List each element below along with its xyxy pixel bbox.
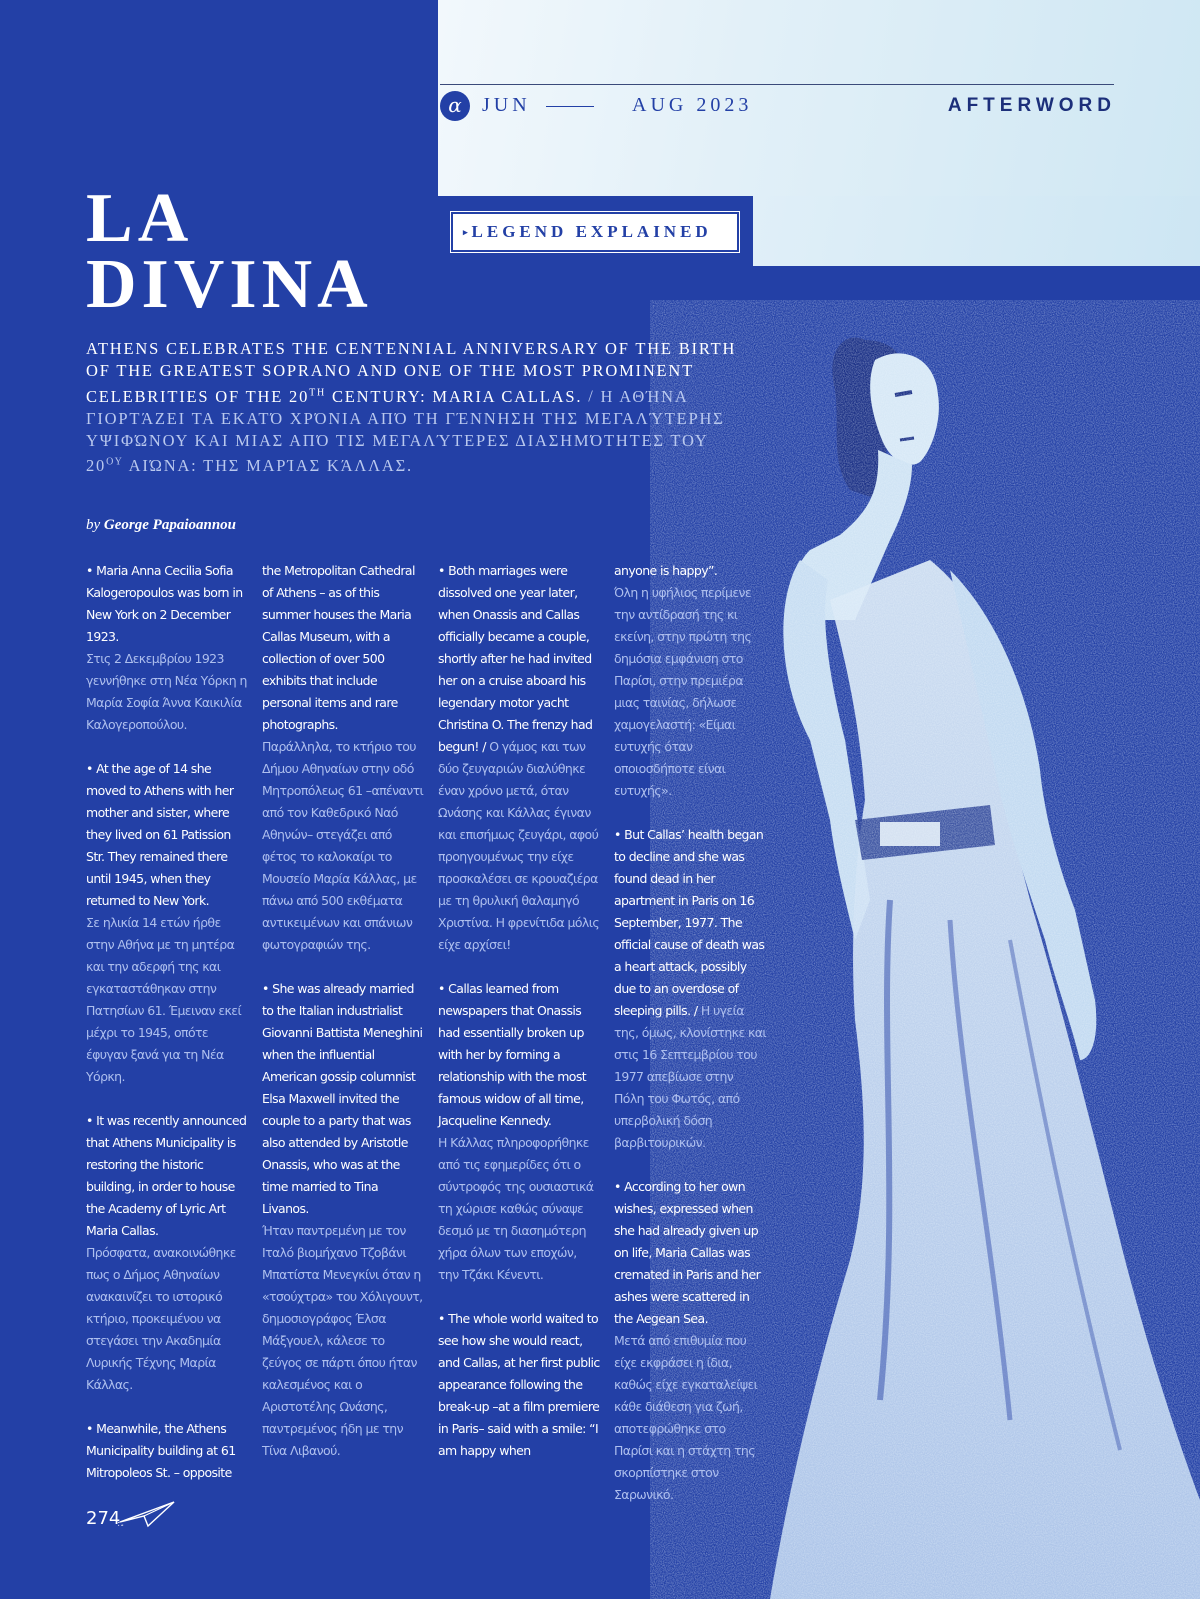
paragraph-english: • She was already married to the Italian industrialist Giovanni Battista Meneghini when the influential American gossip columnist Elsa Maxwell invited the couple to a party that was also attended by Aristotle Onassis, who was at the time married to Tina Livanos. — [262, 981, 423, 1216]
body-column-2 — [262, 560, 424, 1484]
paragraph-greek: Παράλληλα, το κτήριο του Δήμου Αθηναίων στην οδό Μητροπόλεως 61 –απέναντι από τον Καθεδρικό Ναό Αθηνών– στεγάζει από φέτος το καλοκαίρι το Μουσείο Μαρία Κάλλας, με πάνω από 500 εκθέματα αντικειμένων και σπάνιων φωτογραφιών της. — [262, 739, 424, 952]
article-title — [86, 180, 466, 323]
paragraph-english: • Both marriages were dissolved one year later, when Onassis and Callas officially became a couple, shortly after he had invited her on a cruise aboard his legendary motor yacht Christina O. The frenzy had begun! / — [438, 563, 593, 754]
byline — [86, 517, 236, 534]
standfirst-english-end: CENTURY: MARIA CALLAS. — [326, 386, 583, 406]
standfirst-greek-superscript: ΟΥ — [106, 456, 124, 468]
header-rule — [440, 84, 1114, 85]
standfirst-english-text: ATHENS CELEBRATES THE CENTENNIAL ANNIVERSARY OF THE BIRTH OF THE GREATEST SOPRANO AND ONE OF THE MOST PROMINENT CELEBRITIES OF THE 20 — [86, 339, 737, 406]
paragraph-greek: Σε ηλικία 14 ετών ήρθε στην Αθήνα με τη μητέρα και την αδερφή της και εγκαταστάθηκαν στην Πατησίων 61. Έμειναν εκεί μέχρι το 1945, οπότε έφυγαν ξανά για τη Νέα Υόρκη. — [86, 915, 242, 1084]
paragraph-greek: Ο γάμος και των δύο ζευγαριών διαλύθηκε έναν χρόνο μετά, όταν Ωνάσης και Κάλλας έγιναν και επισήμως ζευγάρι, αφού προηγουμένως την είχε προσκαλέσει σε κρουαζιέρα με τη θρυλική θαλαμηγό Χριστίνα. Η φρενίτιδα μόλις είχε αρχίσει! — [438, 739, 600, 952]
paragraph — [262, 978, 424, 1462]
paragraph-english: • According to her own wishes, expressed when she had already given up on life, Maria Callas was cremated in Paris and her ashes were scattered in the Aegean Sea. — [614, 1179, 761, 1326]
paragraph-greek: Μετά από επιθυμία που είχε εκφράσει η ίδια, καθώς είχε εγκαταλείψει κάθε διάθεση για ζωή, αποτεφρώθηκε στο Παρίσι και η στάχτη της σκορπίστηκε στον Σαρωνικό. — [614, 1333, 758, 1502]
paragraph-english: • But Callas’ health began to decline and she was found dead in her apartment in Paris on 16 September, 1977. The official cause of death was a heart attack, possibly due to an overdose of sleeping pills. / — [614, 827, 765, 1018]
triangle-marker-icon: ▸ — [463, 226, 468, 237]
kicker-label — [451, 212, 739, 252]
paragraph — [86, 560, 248, 736]
paragraph — [86, 1110, 248, 1396]
title-line-1: LA — [86, 180, 194, 257]
paragraph-english: • Meanwhile, the Athens Municipality building at 61 Mitropoleos St. – opposite — [86, 1421, 236, 1480]
kicker-text: LEGEND EXPLAINED — [471, 222, 712, 241]
page-number: 274 — [86, 1508, 121, 1529]
paper-plane-icon — [118, 1500, 178, 1528]
paragraph-english: • Maria Anna Cecilia Sofia Kalogeropoulos was born in New York on 2 December 1923. — [86, 563, 243, 644]
paragraph-english: • Callas learned from newspapers that Onassis had essentially broken up with her by forming a relationship with the most famous widow of all time, Jacqueline Kennedy. — [438, 981, 587, 1128]
paragraph-greek: Η υγεία της, όμως, κλονίστηκε και στις 16 Σεπτεμβρίου του 1977 απεβίωσε στην Πόλη του Φωτός, από υπερβολική δόση βαρβιτουρικών. — [614, 1003, 767, 1150]
paragraph-english: • It was recently announced that Athens Municipality is restoring the historic building, in order to house the Academy of Lyric Art Maria Callas. — [86, 1113, 247, 1238]
body-column-1 — [86, 560, 248, 1506]
paragraph-greek: Ήταν παντρεμένη με τον Ιταλό βιομήχανο Τζοβάνι Μπατίστα Μενεγκίνι όταν η «τσούχτρα» του Χόλιγουντ, δημοσιογράφος Έλσα Μάξγουελ, κάλεσε το ζεύγος σε πάρτι όπου ήταν καλεσμένος και ο Αριστοτέλης Ωνάσης, παντρεμένος ήδη με την Τίνα Λιβανού. — [262, 1223, 423, 1458]
paragraph-greek: Στις 2 Δεκεμβρίου 1923 γεννήθηκε στη Νέα Υόρκη η Μαρία Σοφία Άννα Καικιλία Καλογεροπούλου. — [86, 651, 247, 732]
paragraph — [438, 978, 600, 1286]
paragraph-greek: Όλη η υφήλιος περίμενε την αντίδρασή της κι εκείνη, στην πρώτη της δημόσια εμφάνιση στο Παρίσι, στην πρεμιέρα μιας ταινίας, δήλωσε χαμογελαστή: «Είμαι ευτυχής όταν οποιοσδήποτε είναι ευτυχής». — [614, 585, 752, 798]
byline-prefix: by — [86, 517, 101, 533]
paragraph — [86, 1418, 248, 1484]
section-title: AFTERWORD — [947, 95, 1116, 116]
paragraph — [614, 560, 766, 802]
standfirst-english-superscript: TH — [309, 387, 327, 398]
body-column-4 — [614, 560, 766, 1528]
title-line-2: DIVINA — [86, 246, 373, 323]
standfirst-greek-text: Η ΑΘΉΝΑ ΓΙΟΡΤΆΖΕΙ ΤΑ ΕΚΑΤΌ ΧΡΌΝΙΑ ΑΠΌ ΤΗ ΓΈΝΝΗΣΗ ΤΗΣ ΜΕΓΑΛΎΤΕΡΗΣ ΥΨΙΦΏΝΟΥ ΚΑΙ ΜΙΑΣ ΑΠΌ ΤΙΣ ΜΕΓΑΛΎΤΕΡΕΣ ΔΙΑΣΗΜΌΤΗΤΕΣ ΤΟΥ 20 — [86, 386, 725, 475]
magazine-logo-icon: α — [440, 91, 470, 121]
paragraph-greek: Η Κάλλας πληροφορήθηκε από τις εφημερίδες ότι ο σύντροφός της ουσιαστικά τη χώρισε καθώς σύναψε δεσμό με τη διασημότερη χήρα όλων των εποχών, την Τζάκι Κένεντι. — [438, 1135, 594, 1282]
standfirst — [86, 338, 746, 477]
issue-month-from: JUN — [482, 94, 531, 116]
byline-author: George Papaioannou — [103, 517, 237, 533]
paragraph — [262, 560, 424, 956]
standfirst-greek-end: ΑΙΏΝΑ: ΤΗΣ ΜΑΡΊΑΣ ΚΆΛΛΑΣ. — [123, 456, 413, 475]
paragraph-english: anyone is happy”. — [614, 563, 718, 578]
paragraph-english: the Metropolitan Cathedral of Athens – as of this summer houses the Maria Callas Museum, with a collection of over 500 exhibits that include personal items and rare photographs. — [262, 563, 415, 732]
paragraph — [614, 1176, 766, 1506]
paragraph-greek: Πρόσφατα, ανακοινώθηκε πως ο Δήμος Αθηναίων ανακαινίζει το ιστορικό κτήριο, προκειμένου να στεγάσει την Ακαδημία Λυρικής Τέχνης Μαρία Κάλλας. — [86, 1245, 236, 1392]
issue-range-dash — [546, 106, 594, 107]
paragraph — [86, 758, 248, 1088]
standfirst-separator: / — [582, 386, 601, 406]
paragraph-english: • The whole world waited to see how she would react, and Callas, at her first public appearance following the break-up –at a film premiere in Paris– said with a smile: “I am happy when — [438, 1311, 600, 1458]
paragraph-english: • At the age of 14 she moved to Athens with her mother and sister, where they lived on 61 Patission Str. They remained there until 1945, when they returned to New York. — [86, 761, 234, 908]
issue-month-to: AUG 2023 — [632, 94, 753, 116]
body-column-3 — [438, 560, 600, 1484]
paragraph — [614, 824, 766, 1154]
paragraph — [438, 1308, 600, 1462]
paragraph — [438, 560, 600, 956]
header-panel-extension — [753, 196, 1200, 266]
